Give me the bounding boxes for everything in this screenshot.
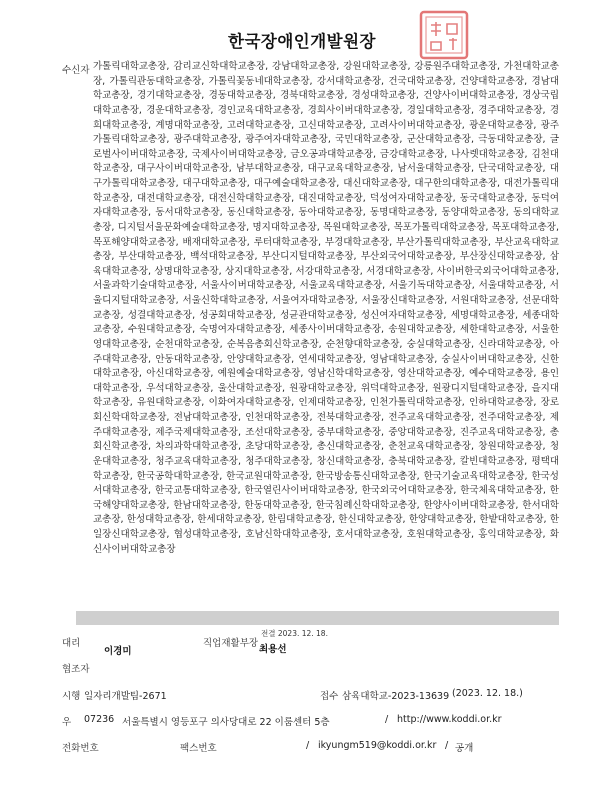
address: 서울특별시 영등포구 의사당대로 22 이룸센터 5층 [122, 717, 330, 728]
document-title: 한국장애인개발원장 [228, 32, 376, 51]
approver-name: 최용선 [259, 644, 287, 655]
website-link[interactable]: http://www.koddi.or.kr [397, 714, 502, 725]
recipients-label: 수신자 [62, 65, 90, 76]
position-label: 직업재활부장 [203, 638, 259, 649]
postal-code: 07236 [84, 714, 115, 725]
receipt-value: 삼육대학교-2023-13639 [342, 691, 450, 702]
cooperator-label: 협조자 [62, 664, 90, 675]
email-separator: / [306, 740, 310, 751]
postal-label: 우 [62, 717, 72, 728]
enforce-value: 일자리개발팀-2671 [84, 691, 167, 702]
recipients-list: 가톨릭대학교총장, 감리교신학대학교총장, 강남대학교총장, 강원대학교총장, 강릉원주대학교총장, 가천대학교총장, 가톨릭관동대학교총장, 가톨릭꽃동네대학교총장, 강서대학교총장, 건국대학교총장, 건양대학교총장, 경남대학교총장, 경기대학교총장, 경동대학교총장, 경북대학교총장, 경성대학교총장, 건양사이버대학교총장, 경상국립대학교총장, 경운대학교총장, 경인교육대학교총장, 경희사이버대학교총장, 경일대학교총장, 경주대학교총장, 경희대학교총장, 계명대학교총장, 고려대학교총장, 고신대학교총장, 고려사이버대학교총장, 광운대학교총장, 광주가톨릭대학교총장, 광주대학교총장, 광주여자대학교총장, 국민대학교총장, 군산대학교총장, 극동대학교총장, 글로벌사이버대학교총장, 국제사이버대학교총장, 금오공과대학교총장, 금강대학교총장, 나사렛대학교총장, 김천대학교총장, 대구사이버대학교총장, 남부대학교총장, 대구교육대학교총장, 남서울대학교총장, 단국대학교총장, 대구가톨릭대학교총장, 대구대학교총장, 대구예술대학교총장, 대신대학교총장, 대구한의대학교총장, 대전가톨릭대학교총장, 대전대학교총장, 대전신학대학교총장, 대진대학교총장, 덕성여자대학교총장, 동국대학교총장, 동덕여자대학교총장, 동서대학교총장, 동신대학교총장, 동아대학교총장, 동명대학교총장, 동양대학교총장, 동의대학교총장, 디지털서울문화예술대학교총장, 명지대학교총장, 목원대학교총장, 목포가톨릭대학교총장, 목포대학교총장, 목포해양대학교총장, 배재대학교총장, 루터대학교총장, 부경대학교총장, 부산가톨릭대학교총장, 부산교육대학교총장, 부산대학교총장, 백석대학교총장, 부산디지털대학교총장, 부산외국어대학교총장, 부산장신대학교총장, 삼육대학교총장, 상명대학교총장, 상지대학교총장, 서강대학교총장, 서경대학교총장, 사이버한국외국어대학교총장, 서울과학기술대학교총장, 서울사이버대학교총장, 서울교육대학교총장, 서울기독대학교총장, 서울대학교총장, 서울디지털대학교총장, 서울신학대학교총장, 서울여자대학교총장, 서울장신대학교총장, 서원대학교총장, 선문대학교총장, 성결대학교총장, 성공회대학교총장, 성균관대학교총장, 성신여자대학교총장, 세명대학교총장, 세종대학교총장, 수원대학교총장, 숙명여자대학교총장, 세종사이버대학교총장, 송원대학교총장, 세한대학교총장, 서울한영대학교총장, 순천대학교총장, 순복음총회신학교총장, 순천향대학교총장, 숭실대학교총장, 신라대학교총장, 아주대학교총장, 안동대학교총장, 안양대학교총장, 연세대학교총장, 영남대학교총장, 숭실사이버대학교총장, 신한대학교총장, 아신대학교총장, 예원예술대학교총장, 영남신학대학교총장, 영산대학교총장, 예수대학교총장, 용인대학교총장, 우석대학교총장, 울산대학교총장, 원광대학교총장, 위덕대학교총장, 원광디지털대학교총장, 을지대학교총장, 유원대학교총장, 이화여자대학교총장, 인제대학교총장, 인천가톨릭대학교총장, 인하대학교총장, 장로회신학대학교총장, 전남대학교총장, 인천대학교총장, 전북대학교총장, 전주교육대학교총장, 전주대학교총장, 제주대학교총장, 제주국제대학교총장, 조선대학교총장, 중부대학교총장, 중앙대학교총장, 진주교육대학교총장, 총회신학교총장, 차의과학대학교총장, 초당대학교총장, 총신대학교총장, 춘천교육대학교총장, 창원대학교총장, 청운대학교총장, 청주교육대학교총장, 청주대학교총장, 창신대학교총장, 충북대학교총장, 칼빈대학교총장, 평택대학교총장, 한국공학대학교총장, 한국교원대학교총장, 한국방송통신대학교총장, 한국기술교육대학교총장, 한국성서대학교총장, 한국교통대학교총장, 한국열린사이버대학교총장, 한국외국어대학교총장, 한국체육대학교총장, 한국해양대학교총장, 한남대학교총장, 한동대학교총장, 한국침례신학대학교총장, 한양사이버대학교총장, 한서대학교총장, 한성대학교총장, 한세대학교총장, 한림대학교총장, 한신대학교총장, 한양대학교총장, 한밭대학교총장, 한일장신대학교총장, 협성대학교총장, 호남신학대학교총장, 호서대학교총장, 호원대학교총장, 홍익대학교총장, 화신사이버대학교총장 [93, 61, 559, 555]
disclosure-status: 공개 [455, 743, 474, 754]
disclosure-separator: / [445, 740, 449, 751]
agent-name: 이경미 [104, 646, 132, 657]
approval-note: 전결 2023. 12. 18. [261, 629, 328, 638]
divider-bar [76, 611, 559, 625]
fax-label: 팩스번호 [180, 743, 217, 754]
receipt-date: (2023. 12. 18.) [452, 688, 523, 699]
email-link[interactable]: ikyungm519@koddi.or.kr [318, 740, 437, 751]
agent-label: 대리 [62, 638, 81, 649]
enforce-label: 시행 [62, 691, 81, 702]
receipt-label: 접수 [320, 691, 339, 702]
website-separator: / [385, 714, 389, 725]
phone-label: 전화번호 [62, 743, 99, 754]
